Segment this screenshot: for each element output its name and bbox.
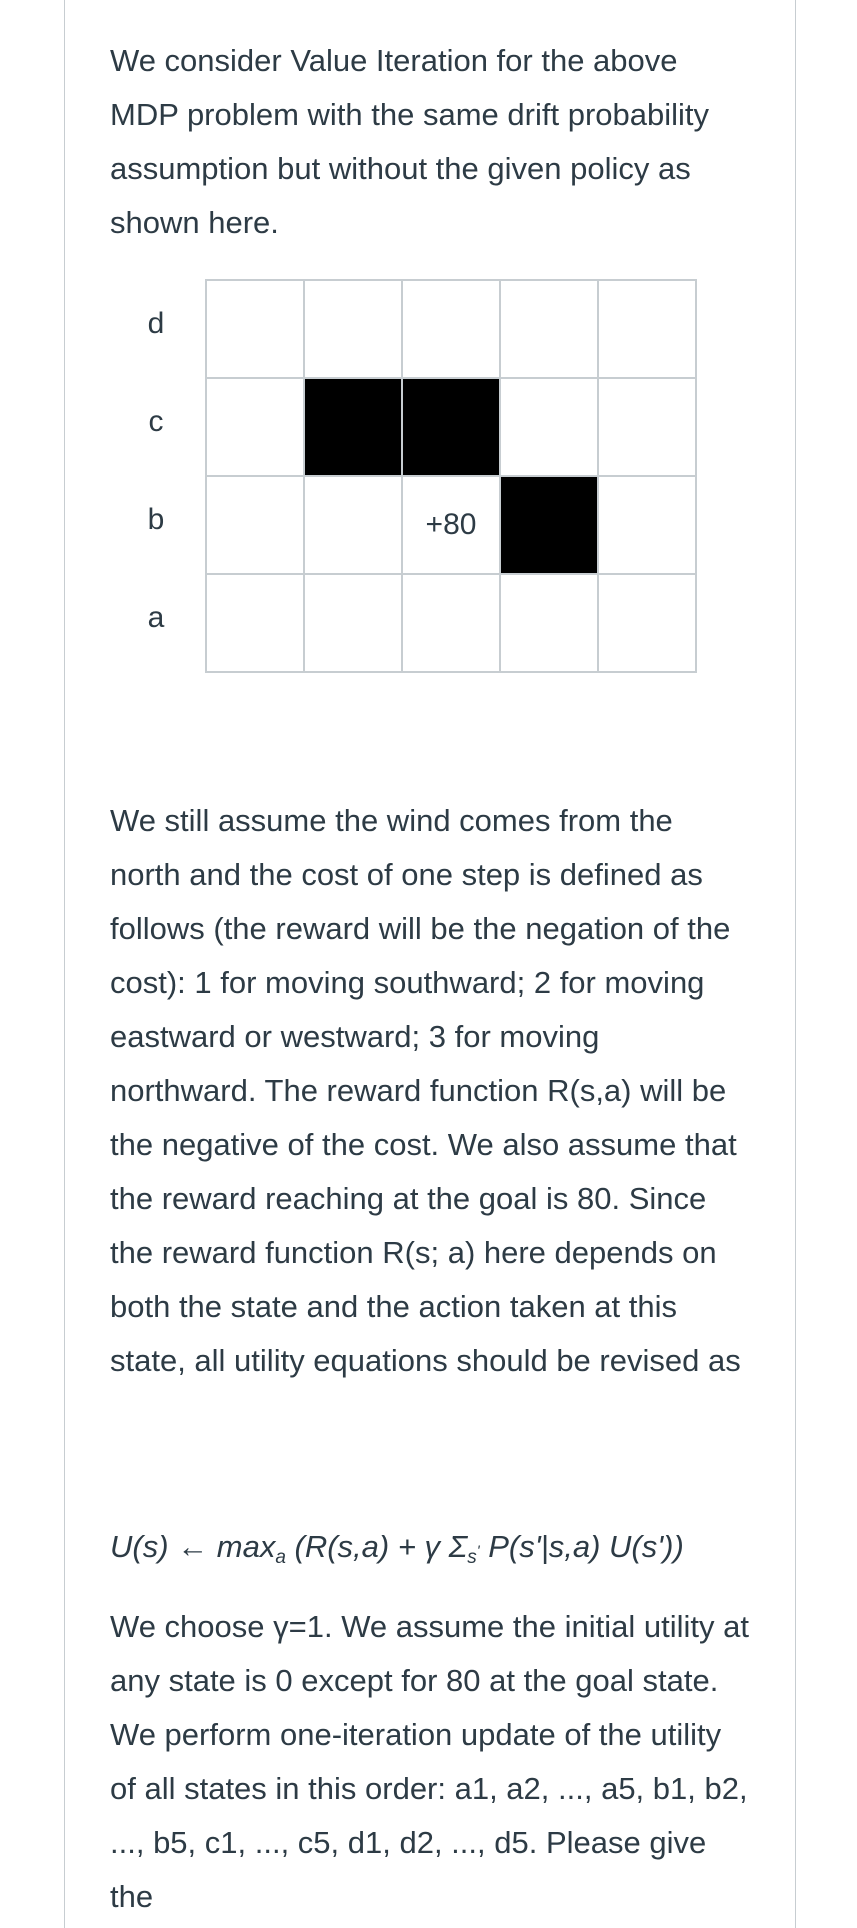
formula-rhs: P(s'|s,a) U(s')) <box>479 1529 684 1564</box>
grid-cell <box>501 575 599 673</box>
grid-cell <box>501 281 599 379</box>
formula-sum-prime: ' <box>476 1542 480 1560</box>
grid-cell <box>599 281 697 379</box>
formula-middle: (R(s,a) + γ Σ <box>285 1529 468 1564</box>
grid-cell <box>207 281 305 379</box>
row-label-d: d <box>147 307 165 340</box>
grid-cell <box>501 379 599 477</box>
row-label-b: b <box>147 503 165 536</box>
grid-cell <box>599 575 697 673</box>
formula-max-subscript: a <box>275 1547 286 1568</box>
goal-cell: +80 <box>403 477 501 575</box>
formula-sum-sub-text: s <box>467 1547 477 1568</box>
mdp-grid <box>205 279 697 673</box>
grid-cell <box>207 379 305 477</box>
grid-cell <box>599 379 697 477</box>
grid-cell <box>599 477 697 575</box>
intro-paragraph: We consider Value Iteration for the above MDP problem with the same drift probability assumption but without the given policy as shown here. <box>110 43 710 240</box>
grid-cell <box>207 477 305 575</box>
row-label-c: c <box>148 405 164 438</box>
iteration-instructions-paragraph: We choose γ=1. We assume the initial utility at any state is 0 except for 80 at the goal state. We perform one-iteration update of the utility of all states in this order: a1, a2, ..., a5, b1, b2, ..., b5, c1, ..., c5, d1, d2, ..., d5. Please give the <box>110 1609 749 1914</box>
row-label-a: a <box>147 601 165 634</box>
utility-update-formula <box>110 1520 684 1585</box>
grid-cell <box>305 477 403 575</box>
grid-cell <box>403 575 501 673</box>
cost-description-paragraph: We still assume the wind comes from the north and the cost of one step is defined as follows (the reward will be the negation of the cost): 1 for moving southward; 2 for moving eastward or westward; 3 for moving northward. The reward function R(s,a) will be the negative of the cost. We also assume that the reward reaching at the goal is 80. Since the reward function R(s; a) here depends on both the state and the action taken at this state, all utility equations should be revised as <box>110 803 741 1378</box>
blocked-cell <box>403 379 501 477</box>
grid-cell <box>305 281 403 379</box>
blocked-cell <box>501 477 599 575</box>
formula-lhs: U(s) ← max <box>110 1529 276 1564</box>
grid-cell <box>305 575 403 673</box>
formula-sum-subscript <box>467 1542 480 1568</box>
grid-cell <box>403 281 501 379</box>
blocked-cell <box>305 379 403 477</box>
grid-cell <box>207 575 305 673</box>
